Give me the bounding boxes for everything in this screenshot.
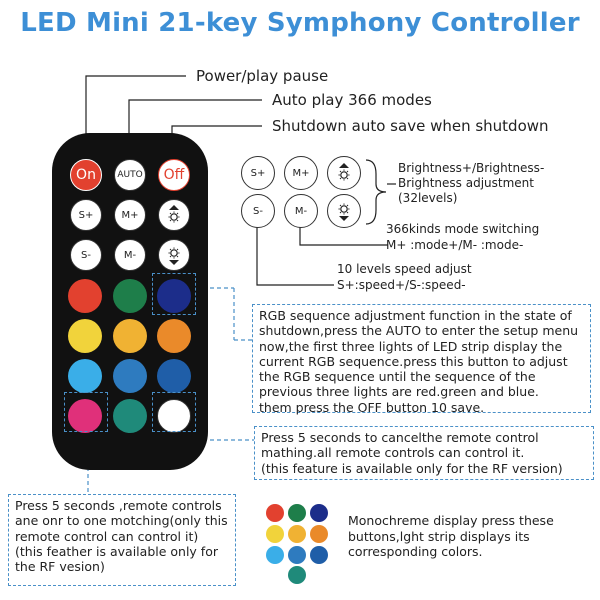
mono-line: buttons,lght strip displays its [348,528,530,544]
speed-plus-button[interactable]: S+ [70,199,102,231]
color-button-sky-blue[interactable] [68,359,102,393]
monochrome-description [348,513,554,560]
highlight-cancel-button [152,392,196,432]
color-button-orange[interactable] [157,319,191,353]
rgb-box-line: previous three lights are red.green and blue. [259,384,539,400]
rgb-box-line: shutdown,press the AUTO to enter the setup menu [259,323,579,339]
mode-label-2: M+ :mode+/M- :mode- [386,238,524,252]
cancel-box-line: mathing.all remote controls can control it. [261,445,525,461]
color-button-dark-blue[interactable] [157,359,191,393]
highlight-rgb-button [152,273,196,315]
match-box-line: ane onr to one motching(only this [15,513,228,529]
speed-label-1: 10 levels speed adjust [337,262,472,276]
rgb-box-line: current RGB sequence.press this button to adjust [259,353,568,369]
rgb-box-line: them press the OFF button 10 save. [259,399,485,415]
match-box-line: (this feather is available only for [15,543,218,559]
label-off: Shutdown auto save when shutdown [272,117,549,135]
mini-color-red [266,504,284,522]
mono-line: Monochreme display press these [348,513,554,528]
detail-mode-plus-button: M+ [284,156,318,190]
mini-color-blue [310,504,328,522]
brightness-label-1: Brightness+/Brightness- [398,161,545,175]
color-button-teal[interactable] [113,399,147,433]
rgb-box-line: RGB sequence adjustment function in the state of [259,308,572,323]
detail-brightness-down-button [327,194,361,228]
on-button[interactable]: On [70,159,102,191]
detail-brightness-up-button [327,156,361,190]
brightness-down-icon [333,200,355,222]
mini-color-teal [288,566,306,584]
brightness-label-2: Brightness adjustment [398,176,534,190]
brightness-down-button[interactable] [158,239,190,271]
color-button-red[interactable] [68,279,102,313]
highlight-match-button [64,392,108,432]
match-box-line: remote control can control it) [15,528,199,544]
mini-color-sky-blue [266,546,284,564]
brightness-bracket [364,158,388,226]
speed-minus-button[interactable]: S- [70,239,102,271]
mode-plus-button[interactable]: M+ [114,199,146,231]
label-auto: Auto play 366 modes [272,91,432,109]
mini-color-yellow [266,525,284,543]
rgb-sequence-box [252,304,591,413]
cancel-matching-box [254,426,594,480]
cancel-box-line: Press 5 seconds to cancelthe remote control [261,430,539,445]
mini-color-amber [288,525,306,543]
match-box-line: the RF vesion) [15,559,105,575]
brightness-label-3: (32levels) [398,191,458,205]
detail-speed-minus-button: S- [241,194,275,228]
brightness-down-icon [163,244,185,266]
color-button-mid-blue[interactable] [113,359,147,393]
detail-mode-minus-button: M- [284,194,318,228]
speed-label-2: S+:speed+/S-:speed- [337,278,466,292]
detail-speed-plus-button: S+ [241,156,275,190]
auto-button[interactable]: AUTO [114,159,146,191]
color-button-yellow[interactable] [68,319,102,353]
brightness-up-icon [163,204,185,226]
mini-color-green [288,504,306,522]
off-button[interactable]: Off [158,159,190,191]
mini-color-keypad [264,500,332,584]
matching-box [8,494,236,586]
mini-color-dark-blue [310,546,328,564]
match-box-line: Press 5 seconds ,remote controls [15,498,222,513]
mini-color-mid-blue [288,546,306,564]
cancel-box-line: (this feature is available only for the RF version) [261,460,563,476]
mode-label-1: 366kinds mode switching [386,222,540,236]
rgb-box-line: now,the first three lights of LED strip display the [259,338,563,354]
mode-minus-button[interactable]: M- [114,239,146,271]
brightness-up-button[interactable] [158,199,190,231]
rgb-box-line: the RGB sequence until the sequence of the [259,369,536,385]
color-button-amber[interactable] [113,319,147,353]
label-power: Power/play pause [196,67,329,85]
mini-color-orange [310,525,328,543]
color-button-green[interactable] [113,279,147,313]
mono-line: corresponding colors. [348,544,483,559]
page-title: LED Mini 21-key Symphony Controller [20,8,580,38]
brightness-up-icon [333,162,355,184]
